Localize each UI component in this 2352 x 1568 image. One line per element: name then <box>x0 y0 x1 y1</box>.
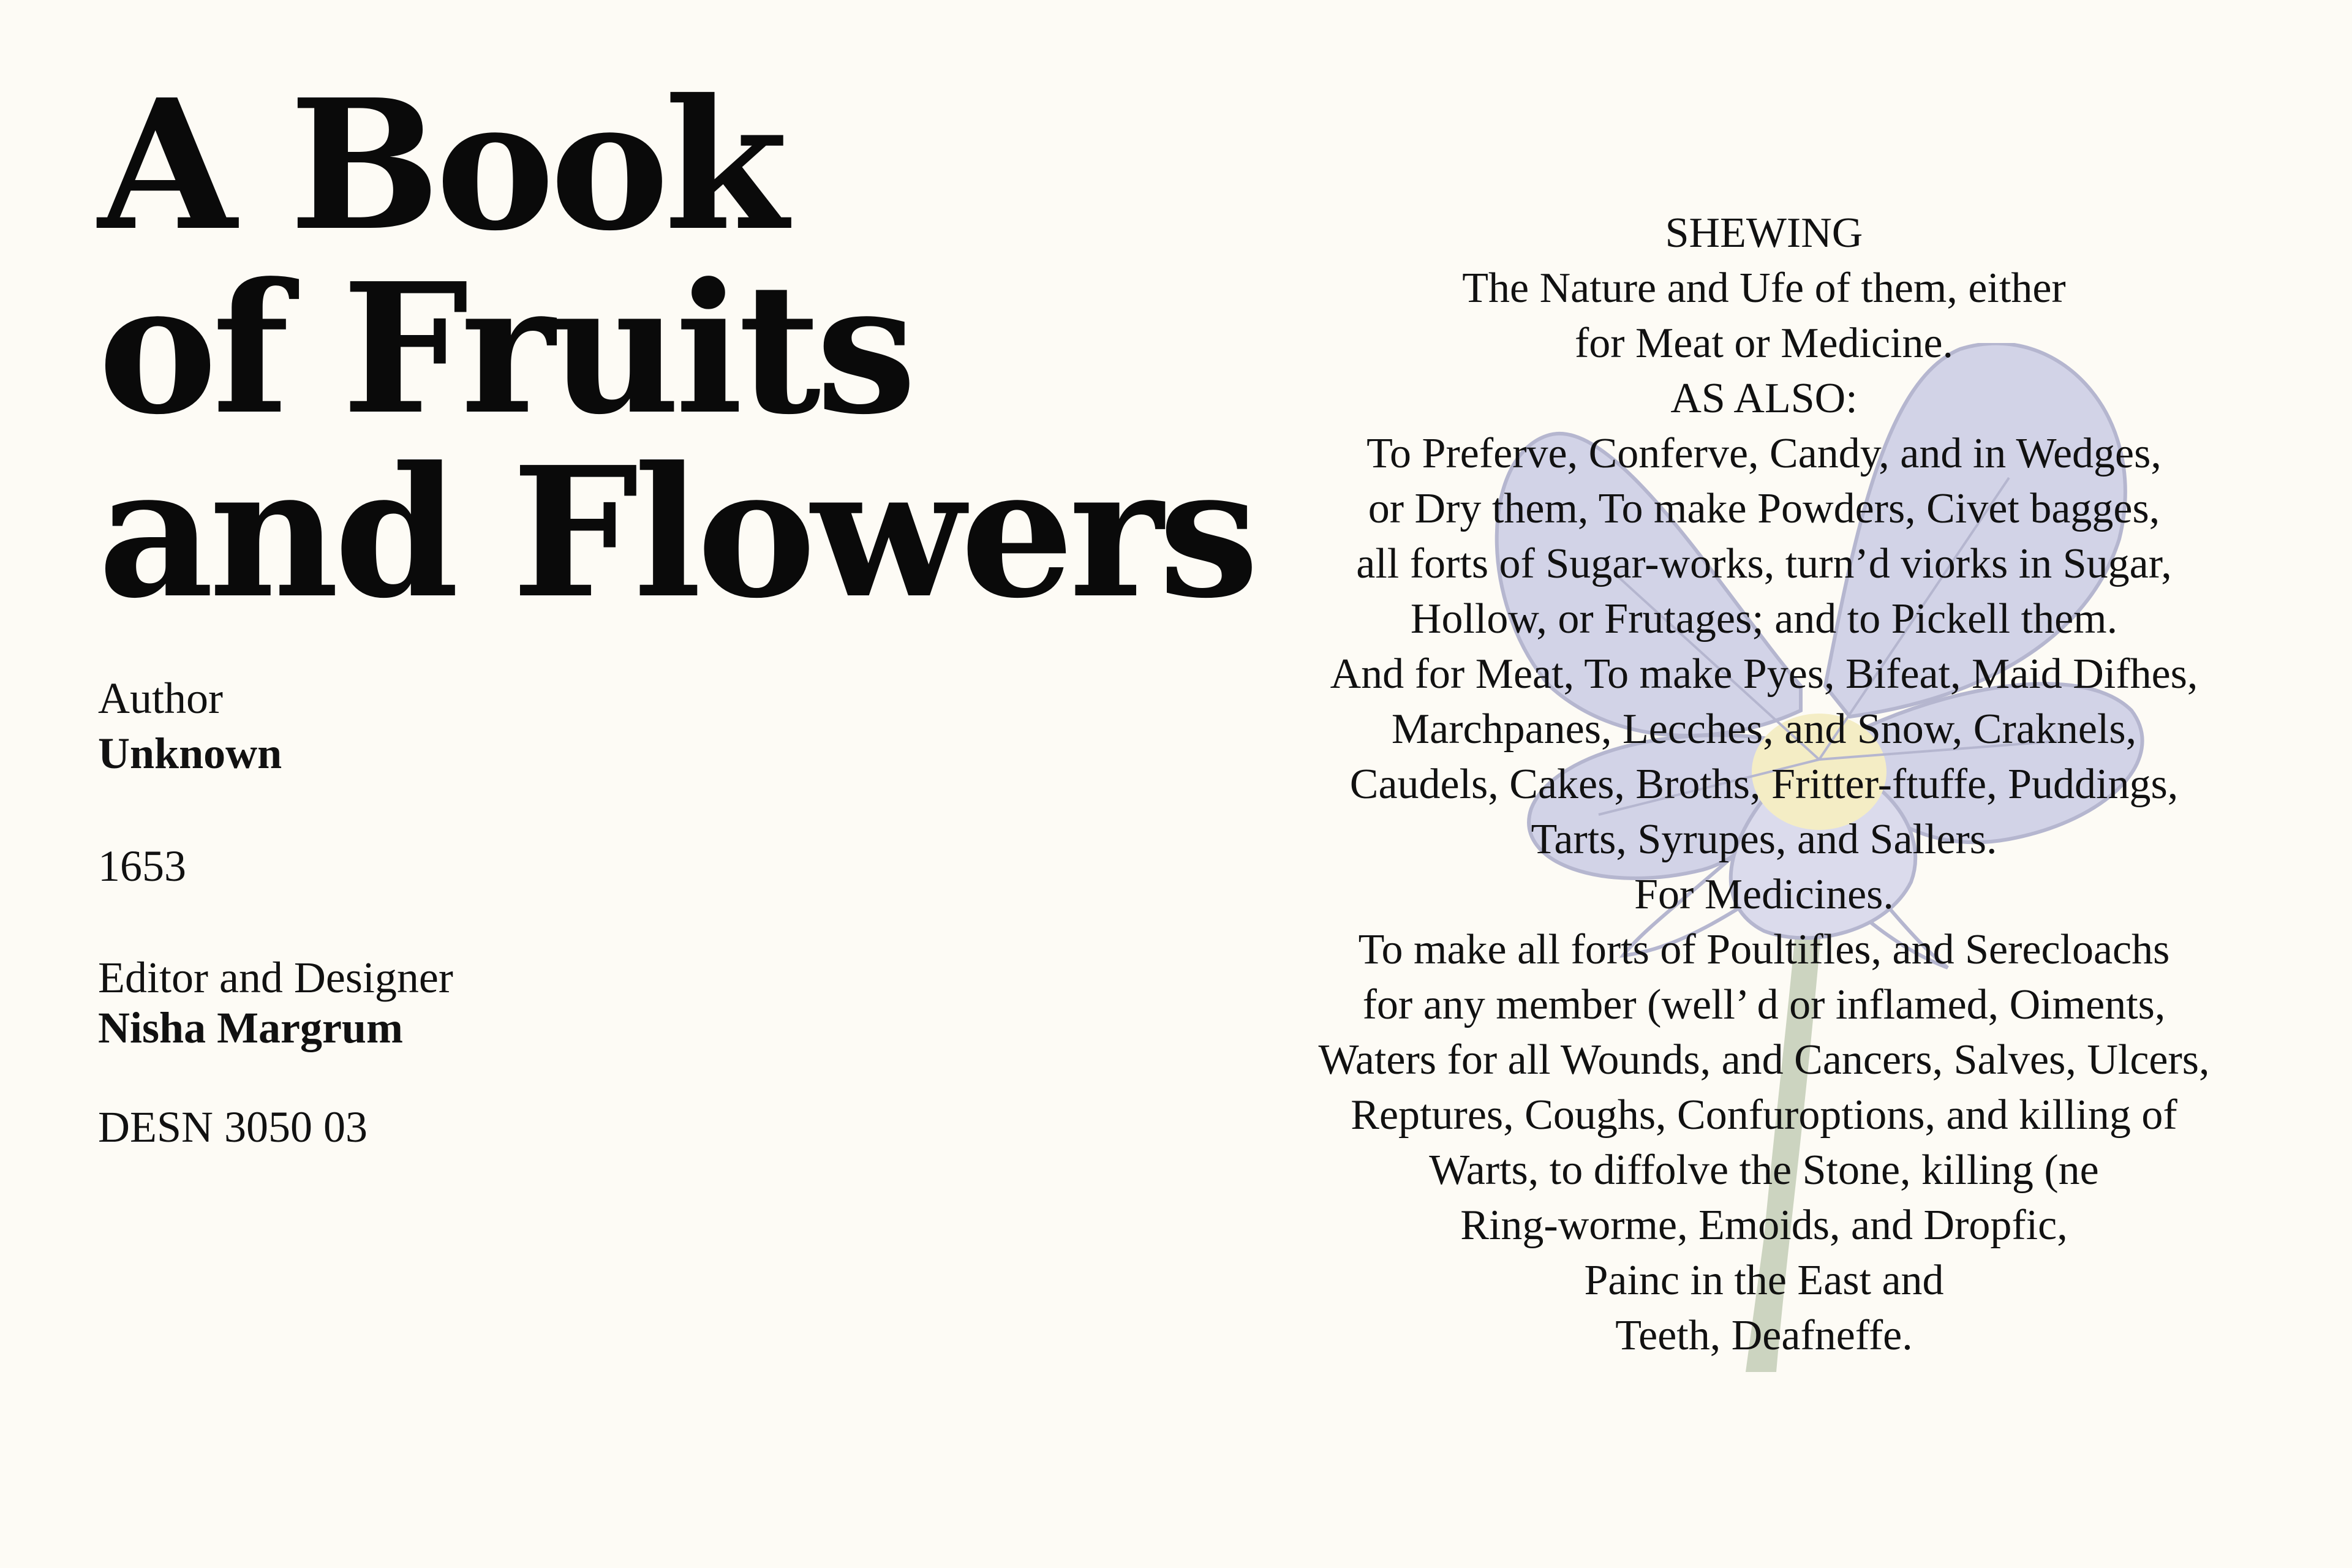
title-page-description <box>1274 206 2254 1363</box>
description-line: Hollow, or Frutages; and to Pickell them. <box>1410 595 2118 643</box>
editor-label: Editor and Designer <box>98 953 453 1002</box>
description-line: To make all forts of Poultifles, and Serecloachs <box>1358 926 2170 973</box>
description-line: Marchpanes, Lecches, and Snow, Craknels, <box>1391 706 2137 753</box>
description-line: Tarts, Syrupes, and Sallers. <box>1531 816 1997 863</box>
description-line: or Dry them, To make Powders, Civet bagges, <box>1368 485 2160 532</box>
description-line: Teeth, Deafneffe. <box>1615 1312 1913 1359</box>
title-line-1: A Book <box>98 60 783 270</box>
description-line: The Nature and Ufe of them, either <box>1462 265 2066 312</box>
description-line: for any member (well’ d or inflamed, Oiments, <box>1362 981 2166 1028</box>
editor-value: Nisha Margrum <box>98 1003 403 1052</box>
description-line: To Preferve, Conferve, Candy, and in Wedges, <box>1366 430 2162 477</box>
description-line: Painc in the East and <box>1584 1257 1944 1304</box>
description-line: Warts, to diffolve the Stone, killing (ne <box>1429 1147 2099 1194</box>
description-line: For Medicines. <box>1634 871 1894 918</box>
title-line-3: and Flowers <box>98 428 1254 638</box>
author-value: Unknown <box>98 729 282 778</box>
title-line-2: of Fruits <box>98 244 912 454</box>
description-line: SHEWING <box>1665 209 1863 257</box>
description-line: for Meat or Medicine. <box>1574 320 1954 367</box>
course-code: DESN 3050 03 <box>98 1102 368 1152</box>
description-line: all forts of Sugar-works, turn’d viorks in Sugar, <box>1356 540 2172 587</box>
author-label: Author <box>98 674 223 723</box>
description-line: Ring-worme, Emoids, and Dropfic, <box>1460 1202 2068 1249</box>
description-line: Reptures, Coughs, Confuroptions, and killing of <box>1351 1091 2177 1139</box>
publication-year: 1653 <box>98 842 186 891</box>
description-line: And for Meat, To make Pyes, Bifeat, Maid Difhes, <box>1330 650 2198 698</box>
description-line: AS ALSO: <box>1670 375 1858 422</box>
book-title <box>98 60 1254 638</box>
description-line: Caudels, Cakes, Broths, Fritter-ftuffe, Puddings, <box>1349 761 2179 808</box>
description-line: Waters for all Wounds, and Cancers, Salves, Ulcers, <box>1318 1036 2210 1084</box>
